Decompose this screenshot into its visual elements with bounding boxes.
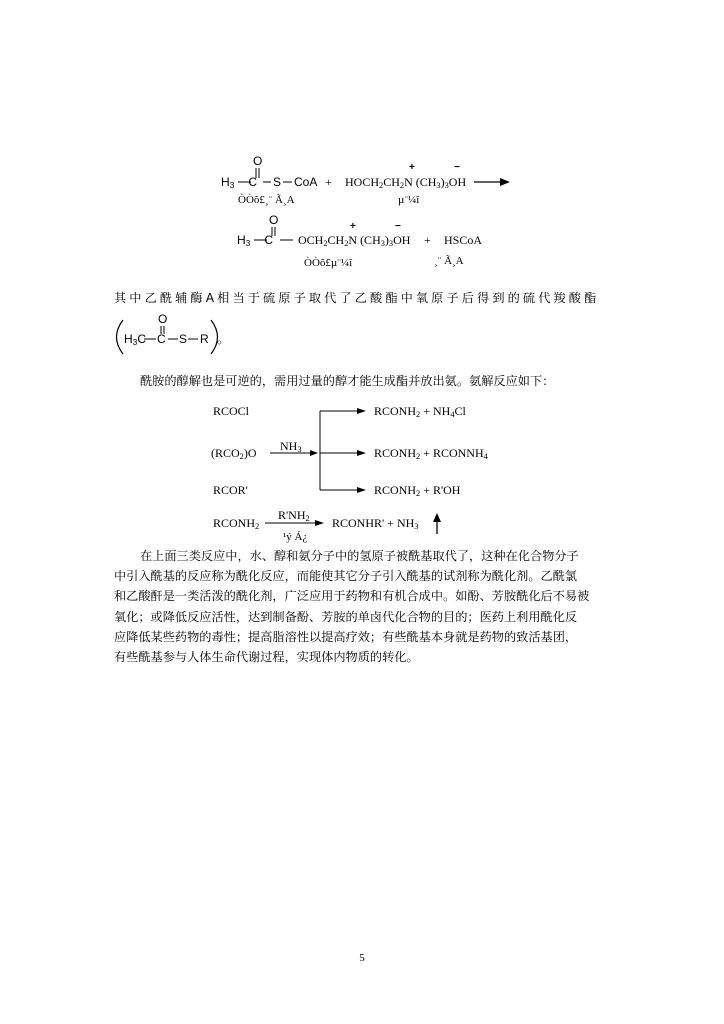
reagent-ammonia: $NH_3$ (280, 439, 302, 454)
thioester-h3c: $H_3C$ (124, 332, 147, 347)
choline-formula: $HOCH_2CH_2N$ $(CH_3)_3OH$ (345, 175, 467, 190)
reaction1-plus-2: + (424, 233, 431, 247)
amide-arrow-head (315, 520, 324, 526)
product-h3c: $H_3$ C (237, 233, 274, 248)
thioester-r: R (200, 332, 209, 346)
acetylcholine-formula: $OCH_2CH_2N$ $(CH_3)_3OH$ (298, 233, 411, 248)
gas-up-arrow-head (433, 513, 441, 522)
label-acetylcoa: ÒÒõ£¸¨ Ã¸A (238, 194, 295, 206)
paragraph-line: 和乙酸酐是一类活泼的酰化剂，广泛应用于药物和有机合成中。如酚、芳胺酰化后不易被 (114, 589, 590, 604)
paragraph-line: 有些酰基参与人体生命代谢过程，实现体内物质的转化。 (114, 650, 419, 665)
choline-charge-plus: + (409, 162, 415, 173)
branch-middle-head (357, 450, 366, 456)
product-from-anhydride: $RCONH_2$ + $RCONNH_4$ (374, 446, 488, 461)
acetylcoa-sulfur: S (273, 175, 282, 189)
sentence-aminolysis: 酰胺的醇解也是可逆的，需用过量的醇才能生成酯并放出氨。氨解反应如下： (140, 374, 555, 388)
ammonia-arrow-head (310, 450, 318, 456)
product-oxygen: O (269, 213, 279, 227)
branch-top-head (357, 408, 366, 414)
paragraph-line: 氧化；或降低反应活性，达到制备酚、芳胺的单卤代化合物的目的；医药上利用酰化反 (114, 609, 578, 624)
sentence-thioester: 其中乙酰辅酶A相当于硫原子取代了乙酸酯中氧原子后得到的硫代羧酸酯 (114, 291, 600, 305)
acetylcoa-oxygen: O (253, 154, 263, 168)
label-acetylcholine: ÒÒõ£µ¨¼î (304, 257, 353, 269)
product-from-acyl-chloride: $RCONH_2 + NH_4Cl$ (374, 404, 466, 419)
choline-charge-minus: − (454, 162, 460, 173)
paragraph-line: 应降低某些药物的毒性；提高脂溶性以提高疗效；有些酰基本身就是药物的致活基团， (114, 629, 578, 644)
reactant-anhydride: $(RCO_2)O$ (211, 446, 257, 461)
branch-bottom-head (357, 487, 366, 493)
thioester-period: 。 (217, 332, 230, 346)
product-from-ester: $RCONH_2 + R'OH$ (374, 483, 461, 498)
label-choline: µ¨¼î (398, 194, 420, 206)
reactant-acyl-chloride: RCOCl (213, 404, 250, 418)
reactant-amide: $RCONH_2$ (213, 516, 260, 531)
page-number: 5 (359, 952, 365, 964)
acetylcoa-h3c: $H_3$ C (221, 175, 258, 190)
label-coa: ¸¨ Ã¸A (434, 255, 464, 267)
reaction1-plus: + (325, 175, 332, 189)
thioester-left-paren (117, 320, 124, 354)
hscoa: HSCoA (444, 233, 483, 247)
acylation-paragraph (114, 546, 614, 667)
reaction-arrow-1-head (500, 178, 510, 186)
paragraph-line: 在上面三类反应中，水、醇和氨分子中的氢原子被酰基取代了，这种在化合物分子 (140, 549, 579, 563)
thioester-carbon: C (157, 332, 166, 346)
reagent-primary-amine: $R'NH_2$ (278, 508, 310, 523)
thioester-sulfur: S (179, 332, 188, 346)
product-substituted-amide: RCONHR' + $NH_3$ (332, 516, 419, 531)
reagent-excess-label: ¹ý Á¿ (283, 531, 308, 543)
paragraph-line: 中引入酰基的反应称为酰化反应，而能使其它分子引入酰基的试剂称为酰化剂。乙酰氯 (114, 569, 578, 584)
thioester-oxygen: O (158, 312, 168, 326)
acetylcoa-coa: CoA (294, 175, 318, 189)
reactant-ester: RCOR' (213, 483, 248, 497)
acetylcholine-charge-minus: − (395, 221, 401, 232)
acetylcholine-charge-plus: + (350, 221, 356, 232)
